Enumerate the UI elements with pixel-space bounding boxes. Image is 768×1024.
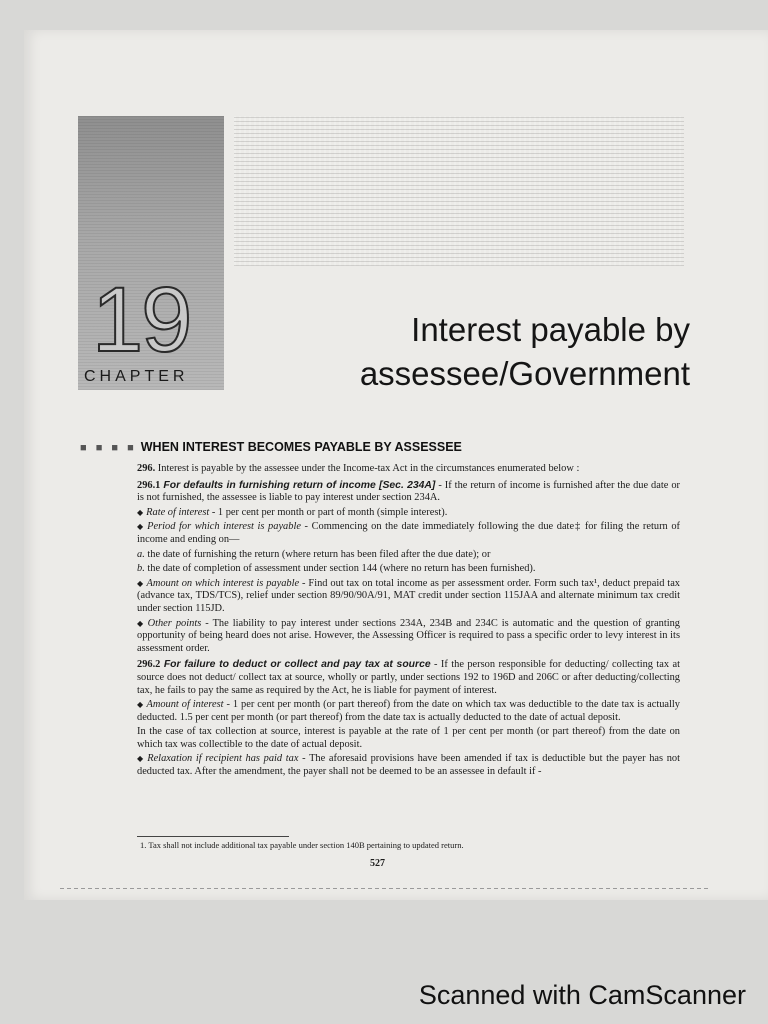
period-item — [137, 521, 680, 546]
paragraph-number: 296.1 — [137, 479, 161, 491]
paragraph-number: 296.2 — [137, 659, 161, 671]
paragraph-text: Interest is payable by the assessee under the Income-tax Act in the circumstances enumerated below : — [157, 463, 580, 474]
other-points-item — [137, 618, 680, 656]
footnote-divider — [137, 836, 289, 837]
diamond-bullet-icon: ◆ — [137, 507, 144, 517]
page-bottom-edge — [60, 888, 710, 889]
item-label: Rate of interest — [146, 506, 210, 518]
item-label: Other points — [147, 617, 202, 629]
item-label: Amount of interest — [146, 699, 224, 711]
amount-of-interest-item — [137, 699, 680, 724]
sub-item-b — [137, 563, 680, 576]
sub-item-text: the date of completion of assessment under section 144 (where no return has been furnished). — [147, 563, 536, 575]
footnote: 1. Tax shall not include additional tax payable under section 140B pertaining to updated return. — [140, 840, 464, 850]
paragraph-296 — [137, 463, 680, 476]
item-text: - The liability to pay interest under sections 234A, 234B and 234C is automatic and the question of granting opportunity of being heard does not arise. However, the Assessing Officer is required to pass a specific order to levy interest in its assessment order. — [137, 617, 680, 654]
sub-item-marker: a. — [137, 548, 145, 560]
tcs-paragraph: In the case of tax collection at source, interest is payable at the rate of 1 per cent per month (or part thereof) from the date on which tax was collectible to the date of actual deposit. — [137, 726, 680, 750]
rate-of-interest-item — [137, 507, 680, 520]
section-heading — [80, 440, 462, 454]
paragraph-text: - If the return of income is furnished after the due date or is not furnished, the assessee is liable to pay interest under section 234A. — [137, 479, 680, 504]
paragraph-subheading: For defaults in furnishing return of income [Sec. 234A] — [163, 479, 436, 491]
chapter-number: 19 — [92, 269, 191, 371]
decorative-title-band — [234, 116, 684, 266]
paragraph-subheading: For failure to deduct or collect and pay tax at source — [163, 659, 431, 671]
body-text — [137, 463, 680, 781]
diamond-bullet-icon: ◆ — [137, 618, 145, 628]
paragraph-296-2 — [137, 659, 680, 697]
item-label: Period for which interest is payable — [147, 521, 301, 533]
chapter-title-line-2: assessee/Government — [359, 355, 690, 392]
diamond-bullet-icon: ◆ — [137, 754, 145, 764]
item-text: - Find out tax on total income as per assessment order. Form such tax¹, deduct prepaid tax (advance tax, TDS/TCS), relief under section 89/90/90A/91, MAT credit under section 115JAA and alternate minimum tax credit under section 115JD. — [137, 577, 680, 614]
amount-item — [137, 578, 680, 616]
diamond-bullet-icon: ◆ — [137, 522, 145, 532]
chapter-title-line-1: Interest payable by — [411, 311, 690, 348]
section-heading-text: WHEN INTEREST BECOMES PAYABLE BY ASSESSEE — [140, 440, 462, 454]
item-text: - The aforesaid provisions have been amended if tax is deductible but the payer has not deducted tax. After the amendment, the payer shall not be deemed to be an assessee in default if - — [137, 753, 680, 778]
item-label: Relaxation if recipient has paid tax — [147, 753, 299, 765]
item-text: - 1 per cent per month (or part thereof) from the date on which tax was deductible to the date tax is actually deducted. 1.5 per cent per month (or part thereof) from the date tax is actually deducted to the date of actual deposit. — [137, 699, 680, 723]
scanner-watermark: Scanned with CamScanner — [418, 980, 746, 1010]
paragraph-text: - If the person responsible for deducting/ collecting tax at source does not deduct/ collect tax at source, wholly or partly, under sections 192 to 196D and 206C or after deducting/collecting tax, he fails to pay the same as required by the Act, he is liable for payment of interest. — [137, 659, 681, 696]
sub-item-marker: b. — [137, 563, 145, 575]
page-number: 527 — [370, 858, 385, 869]
chapter-label: CHAPTER — [84, 368, 189, 385]
chapter-number-block — [78, 116, 224, 390]
item-label: Amount on which interest is payable — [146, 577, 300, 589]
sub-item-text: the date of furnishing the return (where return has been filed after the due date); or — [147, 548, 491, 560]
paragraph-296-1 — [137, 480, 680, 505]
sub-item-a — [137, 549, 680, 562]
diamond-bullet-icon: ◆ — [137, 700, 144, 710]
diamond-bullet-icon: ◆ — [137, 578, 144, 588]
item-text: - 1 per cent per month or part of month (simple interest). — [209, 506, 448, 518]
chapter-title — [300, 308, 690, 396]
heading-square-markers: ■ ■ ■ ■ — [80, 442, 137, 454]
paragraph-number: 296. — [137, 463, 156, 474]
relaxation-item — [137, 753, 680, 778]
item-text: - Commencing on the date immediately following the due date‡ for filing the return of income and ending on— — [137, 521, 680, 545]
